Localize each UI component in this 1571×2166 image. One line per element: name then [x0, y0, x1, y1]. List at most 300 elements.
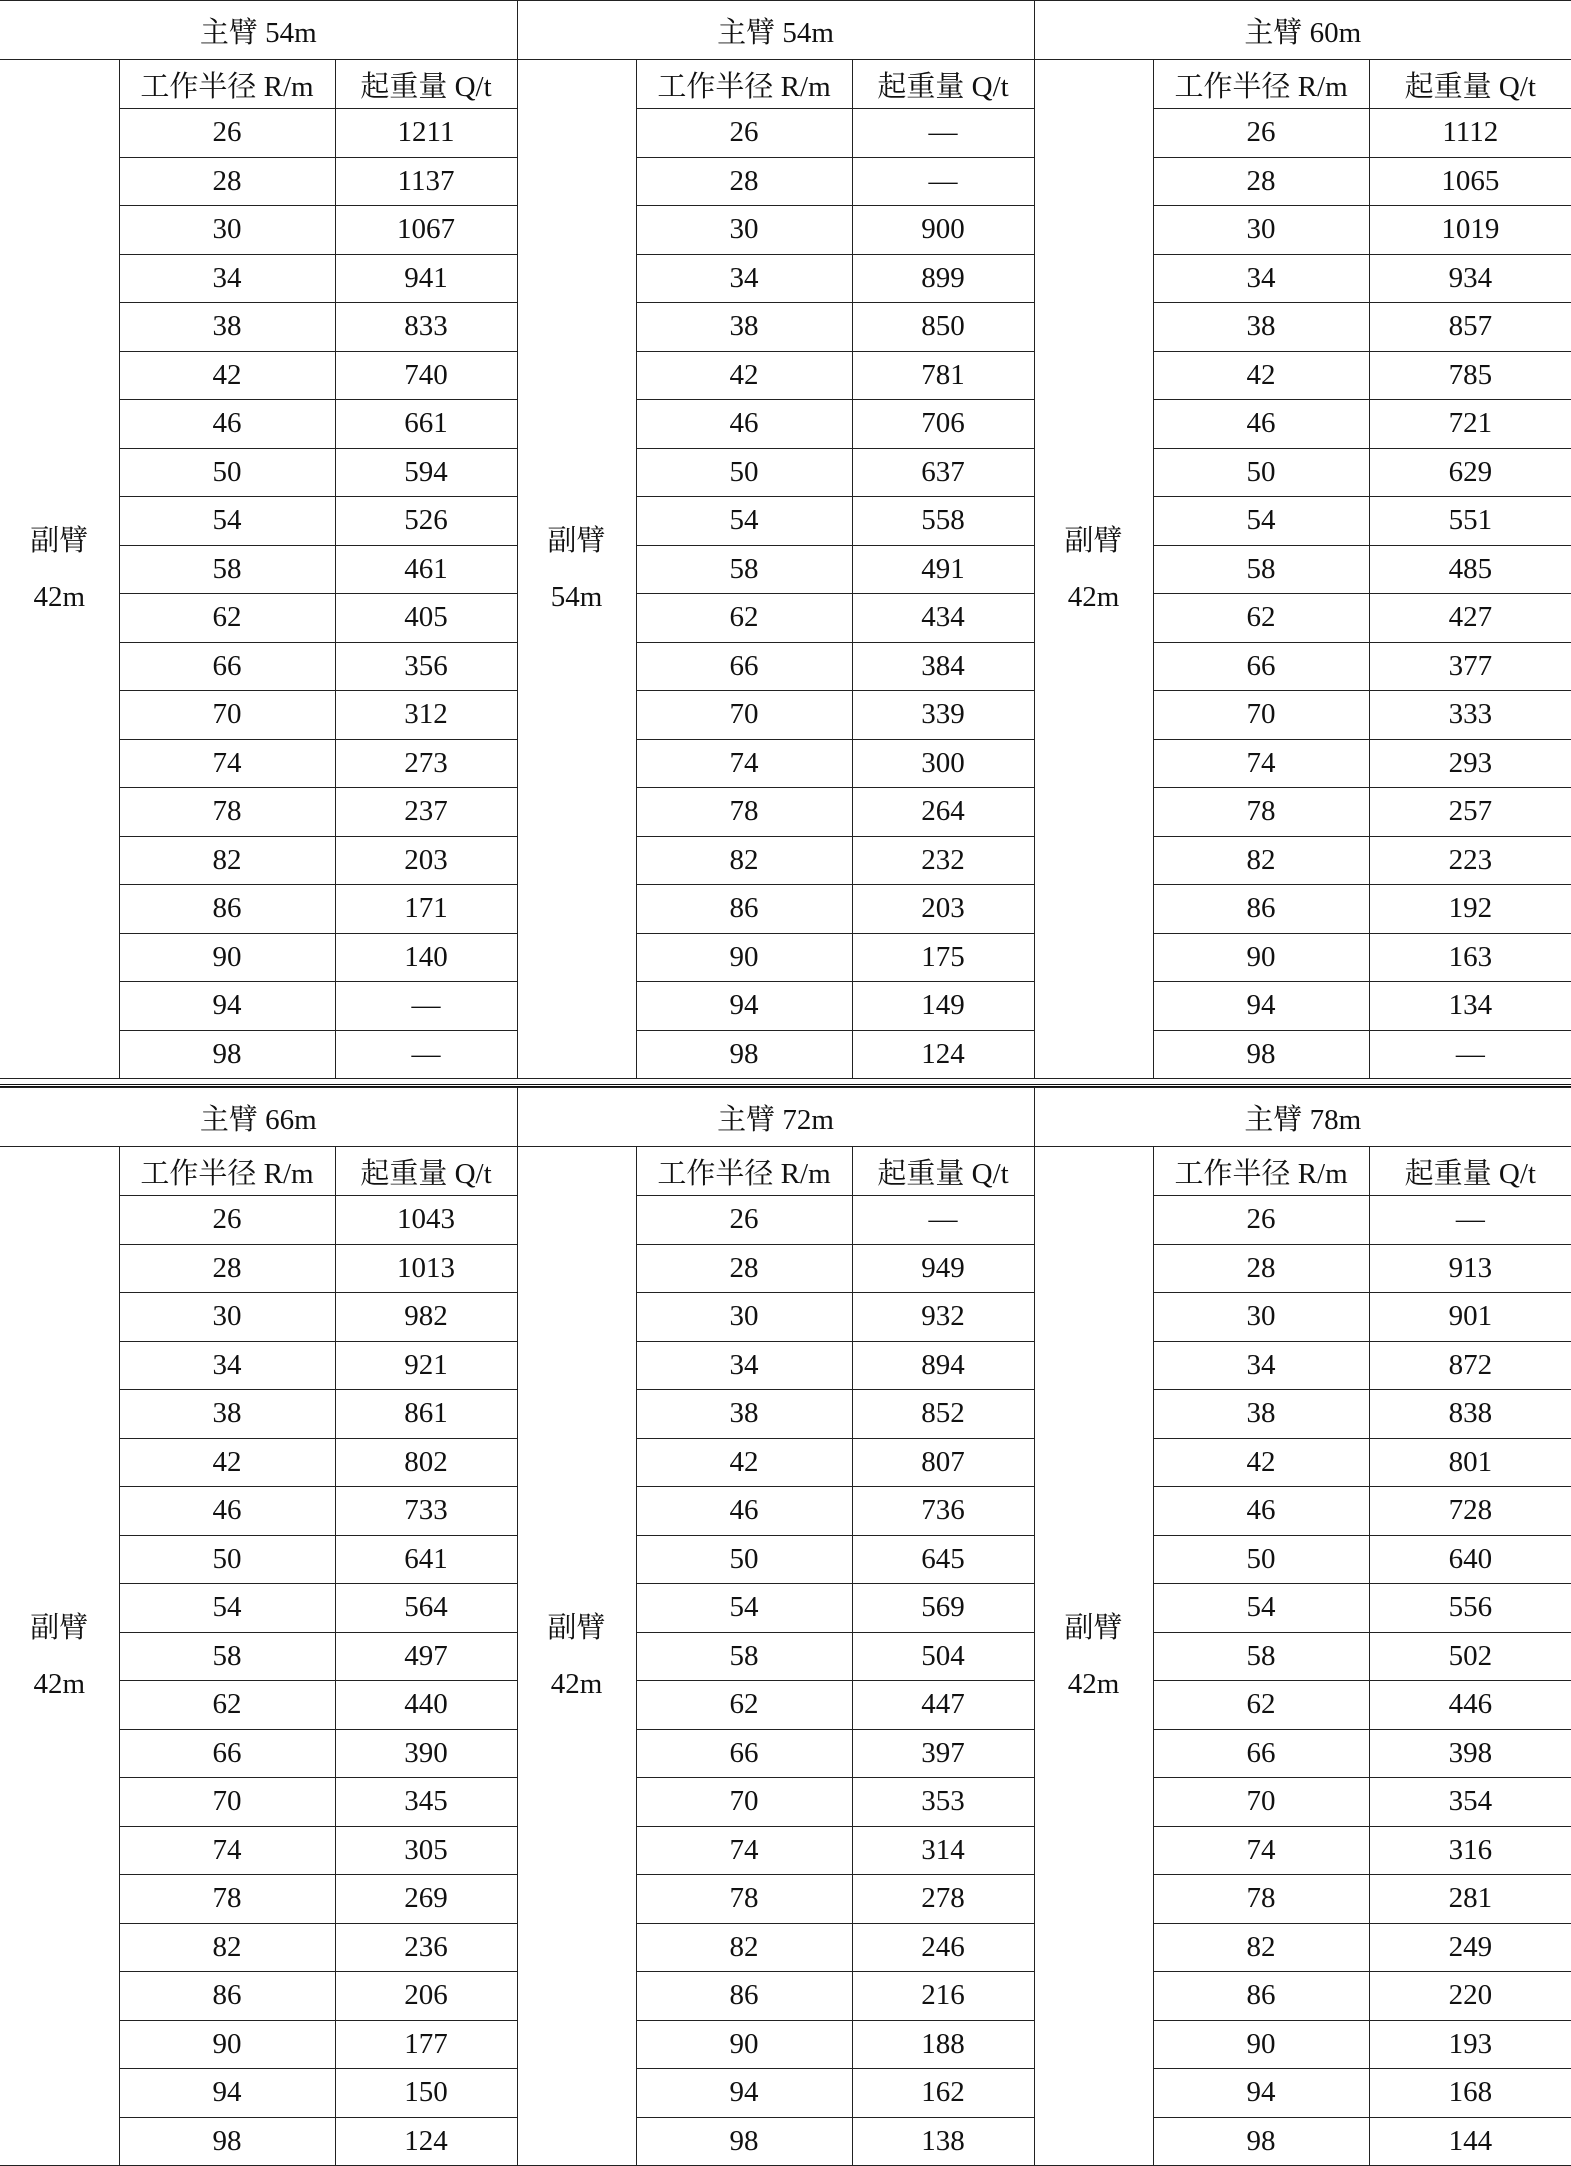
radius-cell: 30	[1153, 206, 1369, 255]
table-row	[0, 1632, 1571, 1681]
load-cell: 556	[1369, 1584, 1571, 1633]
radius-cell: 82	[636, 836, 852, 885]
table-row	[0, 982, 1571, 1031]
radius-cell: 90	[119, 933, 335, 982]
load-cell: 257	[1369, 788, 1571, 837]
radius-cell: 26	[1153, 1196, 1369, 1245]
radius-cell: 82	[119, 1923, 335, 1972]
radius-cell: 34	[1153, 254, 1369, 303]
load-cell: 398	[1369, 1729, 1571, 1778]
radius-cell: 90	[119, 2020, 335, 2069]
load-cell: 641	[335, 1535, 517, 1584]
load-cell: 447	[852, 1681, 1034, 1730]
load-cell: 124	[852, 1030, 1034, 1079]
load-cell: 785	[1369, 351, 1571, 400]
radius-cell: 74	[1153, 739, 1369, 788]
load-cell: 913	[1369, 1244, 1571, 1293]
radius-cell: 66	[119, 1729, 335, 1778]
load-column-header: 起重量 Q/t	[852, 1147, 1034, 1196]
radius-cell: 50	[1153, 1535, 1369, 1584]
radius-cell: 78	[636, 788, 852, 837]
load-cell: 894	[852, 1341, 1034, 1390]
table-row	[0, 157, 1571, 206]
load-cell: 193	[1369, 2020, 1571, 2069]
crane-table	[0, 0, 1571, 1079]
load-cell: 377	[1369, 642, 1571, 691]
load-cell: 504	[852, 1632, 1034, 1681]
radius-cell: 66	[636, 1729, 852, 1778]
load-cell: 564	[335, 1584, 517, 1633]
table-row	[0, 691, 1571, 740]
table-row	[0, 1196, 1571, 1245]
load-cell: 273	[335, 739, 517, 788]
load-cell: 124	[335, 2117, 517, 2166]
radius-cell: 82	[119, 836, 335, 885]
radius-cell: 46	[1153, 400, 1369, 449]
load-cell: 246	[852, 1923, 1034, 1972]
radius-cell: 28	[636, 1244, 852, 1293]
aux-boom-label	[1034, 1147, 1153, 2166]
load-cell: 857	[1369, 303, 1571, 352]
radius-cell: 28	[119, 1244, 335, 1293]
load-cell: 502	[1369, 1632, 1571, 1681]
radius-cell: 78	[1153, 788, 1369, 837]
load-cell: 852	[852, 1390, 1034, 1439]
radius-cell: 38	[636, 303, 852, 352]
aux-boom-label	[517, 60, 636, 1079]
radius-cell: 28	[1153, 157, 1369, 206]
aux-boom-length: 54m	[550, 581, 603, 613]
load-cell: 640	[1369, 1535, 1571, 1584]
load-cell: 833	[335, 303, 517, 352]
main-boom-header-row	[0, 1088, 1571, 1147]
load-cell: 162	[852, 2069, 1034, 2118]
radius-cell: 58	[1153, 1632, 1369, 1681]
table-row	[0, 2117, 1571, 2166]
radius-cell: 30	[1153, 1293, 1369, 1342]
radius-cell: 98	[119, 1030, 335, 1079]
radius-cell: 58	[119, 1632, 335, 1681]
load-cell: 497	[335, 1632, 517, 1681]
table-row	[0, 885, 1571, 934]
radius-cell: 34	[119, 254, 335, 303]
radius-cell: 42	[636, 1438, 852, 1487]
radius-cell: 86	[1153, 1972, 1369, 2021]
load-cell: 236	[335, 1923, 517, 1972]
radius-cell: 94	[636, 982, 852, 1031]
load-cell: 594	[335, 448, 517, 497]
aux-boom-name: 副臂	[30, 525, 89, 557]
aux-boom-label	[0, 1147, 119, 2166]
radius-cell: 94	[1153, 982, 1369, 1031]
load-cell: 163	[1369, 933, 1571, 982]
radius-cell: 30	[119, 206, 335, 255]
load-cell: —	[1369, 1030, 1571, 1079]
radius-cell: 42	[119, 351, 335, 400]
radius-cell: 94	[636, 2069, 852, 2118]
load-cell: 728	[1369, 1487, 1571, 1536]
table-row	[0, 788, 1571, 837]
load-cell: 949	[852, 1244, 1034, 1293]
radius-cell: 62	[119, 1681, 335, 1730]
radius-cell: 54	[1153, 1584, 1369, 1633]
radius-cell: 74	[636, 1826, 852, 1875]
load-cell: 293	[1369, 739, 1571, 788]
load-cell: 150	[335, 2069, 517, 2118]
radius-cell: 62	[1153, 594, 1369, 643]
load-cell: 345	[335, 1778, 517, 1827]
radius-cell: 38	[636, 1390, 852, 1439]
load-column-header: 起重量 Q/t	[335, 1147, 517, 1196]
load-cell: 1043	[335, 1196, 517, 1245]
radius-cell: 38	[119, 1390, 335, 1439]
load-cell: 237	[335, 788, 517, 837]
radius-cell: 86	[1153, 885, 1369, 934]
load-column-header: 起重量 Q/t	[1369, 60, 1571, 109]
radius-cell: 46	[636, 400, 852, 449]
load-cell: 637	[852, 448, 1034, 497]
load-cell: 982	[335, 1293, 517, 1342]
load-cell: 802	[335, 1438, 517, 1487]
table-row	[0, 1438, 1571, 1487]
radius-cell: 50	[636, 1535, 852, 1584]
load-cell: 485	[1369, 545, 1571, 594]
radius-cell: 94	[119, 2069, 335, 2118]
table-row	[0, 400, 1571, 449]
radius-cell: 50	[119, 448, 335, 497]
table-row	[0, 206, 1571, 255]
main-boom-header-row	[0, 1, 1571, 60]
table-row	[0, 594, 1571, 643]
aux-boom-length: 42m	[1067, 581, 1120, 613]
radius-cell: 46	[119, 400, 335, 449]
radius-cell: 54	[1153, 497, 1369, 546]
load-cell: —	[335, 982, 517, 1031]
load-cell: 249	[1369, 1923, 1571, 1972]
load-cell: 733	[335, 1487, 517, 1536]
radius-cell: 46	[636, 1487, 852, 1536]
radius-cell: 70	[636, 1778, 852, 1827]
radius-cell: 34	[1153, 1341, 1369, 1390]
table-row	[0, 351, 1571, 400]
load-cell: 461	[335, 545, 517, 594]
aux-boom-length: 42m	[550, 1668, 603, 1700]
load-cell: 405	[335, 594, 517, 643]
radius-cell: 54	[636, 1584, 852, 1633]
radius-cell: 90	[636, 933, 852, 982]
radius-cell: 58	[636, 545, 852, 594]
table-row	[0, 1293, 1571, 1342]
main-boom-label: 主臂 54m	[517, 1, 1034, 60]
table-row	[0, 1535, 1571, 1584]
load-cell: 175	[852, 933, 1034, 982]
load-cell: 140	[335, 933, 517, 982]
load-cell: 899	[852, 254, 1034, 303]
radius-cell: 78	[636, 1875, 852, 1924]
load-cell: 305	[335, 1826, 517, 1875]
radius-cell: 94	[119, 982, 335, 1031]
load-cell: 900	[852, 206, 1034, 255]
load-cell: —	[852, 109, 1034, 158]
table-row	[0, 1030, 1571, 1079]
radius-cell: 62	[119, 594, 335, 643]
radius-cell: 34	[636, 1341, 852, 1390]
radius-cell: 30	[636, 206, 852, 255]
load-cell: 149	[852, 982, 1034, 1031]
load-cell: 171	[335, 885, 517, 934]
radius-cell: 26	[119, 1196, 335, 1245]
load-cell: 333	[1369, 691, 1571, 740]
load-cell: 354	[1369, 1778, 1571, 1827]
load-cell: 206	[335, 1972, 517, 2021]
main-boom-label: 主臂 66m	[0, 1088, 517, 1147]
radius-cell: 70	[119, 691, 335, 740]
radius-column-header: 工作半径 R/m	[1153, 1147, 1369, 1196]
load-cell: 1065	[1369, 157, 1571, 206]
radius-cell: 38	[1153, 303, 1369, 352]
load-cell: 144	[1369, 2117, 1571, 2166]
load-cell: 781	[852, 351, 1034, 400]
load-column-header: 起重量 Q/t	[852, 60, 1034, 109]
load-cell: 941	[335, 254, 517, 303]
radius-cell: 46	[1153, 1487, 1369, 1536]
load-table-upper	[0, 0, 1571, 1079]
radius-cell: 58	[119, 545, 335, 594]
radius-cell: 98	[119, 2117, 335, 2166]
load-cell: 312	[335, 691, 517, 740]
aux-boom-length: 42m	[33, 1668, 86, 1700]
load-cell: —	[1369, 1196, 1571, 1245]
radius-cell: 42	[119, 1438, 335, 1487]
table-row	[0, 497, 1571, 546]
load-column-header: 起重量 Q/t	[1369, 1147, 1571, 1196]
radius-cell: 86	[119, 1972, 335, 2021]
radius-cell: 34	[119, 1341, 335, 1390]
load-table-lower	[0, 1087, 1571, 2166]
load-cell: 138	[852, 2117, 1034, 2166]
load-cell: 861	[335, 1390, 517, 1439]
main-boom-label: 主臂 78m	[1034, 1088, 1571, 1147]
radius-cell: 30	[119, 1293, 335, 1342]
aux-boom-label	[517, 1147, 636, 2166]
radius-cell: 58	[1153, 545, 1369, 594]
column-header-row	[0, 60, 1571, 109]
load-cell: 216	[852, 1972, 1034, 2021]
radius-column-header: 工作半径 R/m	[1153, 60, 1369, 109]
table-row	[0, 1390, 1571, 1439]
table-row	[0, 303, 1571, 352]
load-cell: 1019	[1369, 206, 1571, 255]
load-cell: 901	[1369, 1293, 1571, 1342]
load-cell: 192	[1369, 885, 1571, 934]
radius-cell: 54	[636, 497, 852, 546]
radius-cell: 86	[119, 885, 335, 934]
load-cell: 223	[1369, 836, 1571, 885]
radius-cell: 90	[1153, 933, 1369, 982]
table-row	[0, 1972, 1571, 2021]
load-cell: 934	[1369, 254, 1571, 303]
load-cell: 706	[852, 400, 1034, 449]
load-cell: 264	[852, 788, 1034, 837]
radius-cell: 74	[1153, 1826, 1369, 1875]
radius-cell: 26	[119, 109, 335, 158]
radius-cell: 54	[119, 497, 335, 546]
load-cell: 629	[1369, 448, 1571, 497]
radius-cell: 62	[636, 1681, 852, 1730]
table-row	[0, 1729, 1571, 1778]
column-header-row	[0, 1147, 1571, 1196]
load-cell: 807	[852, 1438, 1034, 1487]
radius-cell: 28	[1153, 1244, 1369, 1293]
load-cell: 188	[852, 2020, 1034, 2069]
load-cell: 134	[1369, 982, 1571, 1031]
load-cell: 1211	[335, 109, 517, 158]
load-cell: 838	[1369, 1390, 1571, 1439]
radius-cell: 82	[636, 1923, 852, 1972]
table-row	[0, 739, 1571, 788]
load-cell: 339	[852, 691, 1034, 740]
aux-boom-label	[0, 60, 119, 1079]
load-cell: 390	[335, 1729, 517, 1778]
load-cell: 801	[1369, 1438, 1571, 1487]
load-cell: 1112	[1369, 109, 1571, 158]
table-row	[0, 642, 1571, 691]
load-cell: 220	[1369, 1972, 1571, 2021]
table-row	[0, 1487, 1571, 1536]
table-row	[0, 448, 1571, 497]
aux-boom-name: 副臂	[547, 1612, 606, 1644]
radius-cell: 26	[636, 109, 852, 158]
load-cell: 661	[335, 400, 517, 449]
load-cell: 434	[852, 594, 1034, 643]
radius-cell: 70	[1153, 1778, 1369, 1827]
load-column-header: 起重量 Q/t	[335, 60, 517, 109]
load-cell: 278	[852, 1875, 1034, 1924]
radius-cell: 90	[1153, 2020, 1369, 2069]
aux-boom-label	[1034, 60, 1153, 1079]
radius-cell: 62	[1153, 1681, 1369, 1730]
radius-cell: 74	[119, 1826, 335, 1875]
load-cell: 300	[852, 739, 1034, 788]
radius-cell: 34	[636, 254, 852, 303]
load-cell: 736	[852, 1487, 1034, 1536]
aux-boom-name: 副臂	[30, 1612, 89, 1644]
table-row	[0, 109, 1571, 158]
radius-cell: 42	[1153, 1438, 1369, 1487]
aux-boom-length: 42m	[1067, 1668, 1120, 1700]
radius-cell: 70	[119, 1778, 335, 1827]
load-cell: 1137	[335, 157, 517, 206]
radius-cell: 98	[636, 2117, 852, 2166]
radius-cell: 62	[636, 594, 852, 643]
radius-cell: 66	[1153, 642, 1369, 691]
aux-boom-name: 副臂	[1064, 1612, 1123, 1644]
radius-cell: 54	[119, 1584, 335, 1633]
load-cell: 558	[852, 497, 1034, 546]
radius-cell: 78	[1153, 1875, 1369, 1924]
load-cell: 440	[335, 1681, 517, 1730]
table-row	[0, 1778, 1571, 1827]
load-cell: 872	[1369, 1341, 1571, 1390]
load-cell: 353	[852, 1778, 1034, 1827]
radius-column-header: 工作半径 R/m	[636, 60, 852, 109]
radius-cell: 70	[1153, 691, 1369, 740]
load-cell: 1067	[335, 206, 517, 255]
radius-cell: 26	[636, 1196, 852, 1245]
table-row	[0, 933, 1571, 982]
radius-cell: 26	[1153, 109, 1369, 158]
load-cell: 232	[852, 836, 1034, 885]
table-row	[0, 1826, 1571, 1875]
radius-cell: 82	[1153, 1923, 1369, 1972]
load-cell: 397	[852, 1729, 1034, 1778]
radius-cell: 28	[119, 157, 335, 206]
load-cell: —	[852, 1196, 1034, 1245]
table-row	[0, 2069, 1571, 2118]
radius-column-header: 工作半径 R/m	[636, 1147, 852, 1196]
radius-column-header: 工作半径 R/m	[119, 1147, 335, 1196]
table-row	[0, 1875, 1571, 1924]
table-row	[0, 2020, 1571, 2069]
load-cell: 177	[335, 2020, 517, 2069]
load-cell: —	[335, 1030, 517, 1079]
radius-cell: 74	[119, 739, 335, 788]
radius-cell: 66	[1153, 1729, 1369, 1778]
load-cell: 316	[1369, 1826, 1571, 1875]
radius-cell: 50	[636, 448, 852, 497]
load-cell: 645	[852, 1535, 1034, 1584]
radius-cell: 98	[1153, 1030, 1369, 1079]
radius-cell: 66	[119, 642, 335, 691]
radius-cell: 74	[636, 739, 852, 788]
radius-cell: 66	[636, 642, 852, 691]
radius-cell: 82	[1153, 836, 1369, 885]
table-row	[0, 254, 1571, 303]
load-cell: 203	[335, 836, 517, 885]
radius-cell: 38	[119, 303, 335, 352]
load-cell: 269	[335, 1875, 517, 1924]
load-cell: 526	[335, 497, 517, 546]
table-row	[0, 1584, 1571, 1633]
load-cell: 356	[335, 642, 517, 691]
main-boom-label: 主臂 54m	[0, 1, 517, 60]
radius-cell: 78	[119, 1875, 335, 1924]
radius-cell: 94	[1153, 2069, 1369, 2118]
aux-boom-length: 42m	[33, 581, 86, 613]
radius-cell: 28	[636, 157, 852, 206]
load-cell: —	[852, 157, 1034, 206]
table-row	[0, 1681, 1571, 1730]
load-cell: 168	[1369, 2069, 1571, 2118]
radius-cell: 42	[1153, 351, 1369, 400]
table-row	[0, 545, 1571, 594]
table-row	[0, 1244, 1571, 1293]
load-cell: 921	[335, 1341, 517, 1390]
radius-column-header: 工作半径 R/m	[119, 60, 335, 109]
load-cell: 721	[1369, 400, 1571, 449]
load-cell: 314	[852, 1826, 1034, 1875]
load-cell: 740	[335, 351, 517, 400]
radius-cell: 38	[1153, 1390, 1369, 1439]
radius-cell: 50	[119, 1535, 335, 1584]
radius-cell: 86	[636, 885, 852, 934]
radius-cell: 98	[636, 1030, 852, 1079]
radius-cell: 50	[1153, 448, 1369, 497]
load-cell: 1013	[335, 1244, 517, 1293]
load-cell: 203	[852, 885, 1034, 934]
load-cell: 569	[852, 1584, 1034, 1633]
radius-cell: 90	[636, 2020, 852, 2069]
